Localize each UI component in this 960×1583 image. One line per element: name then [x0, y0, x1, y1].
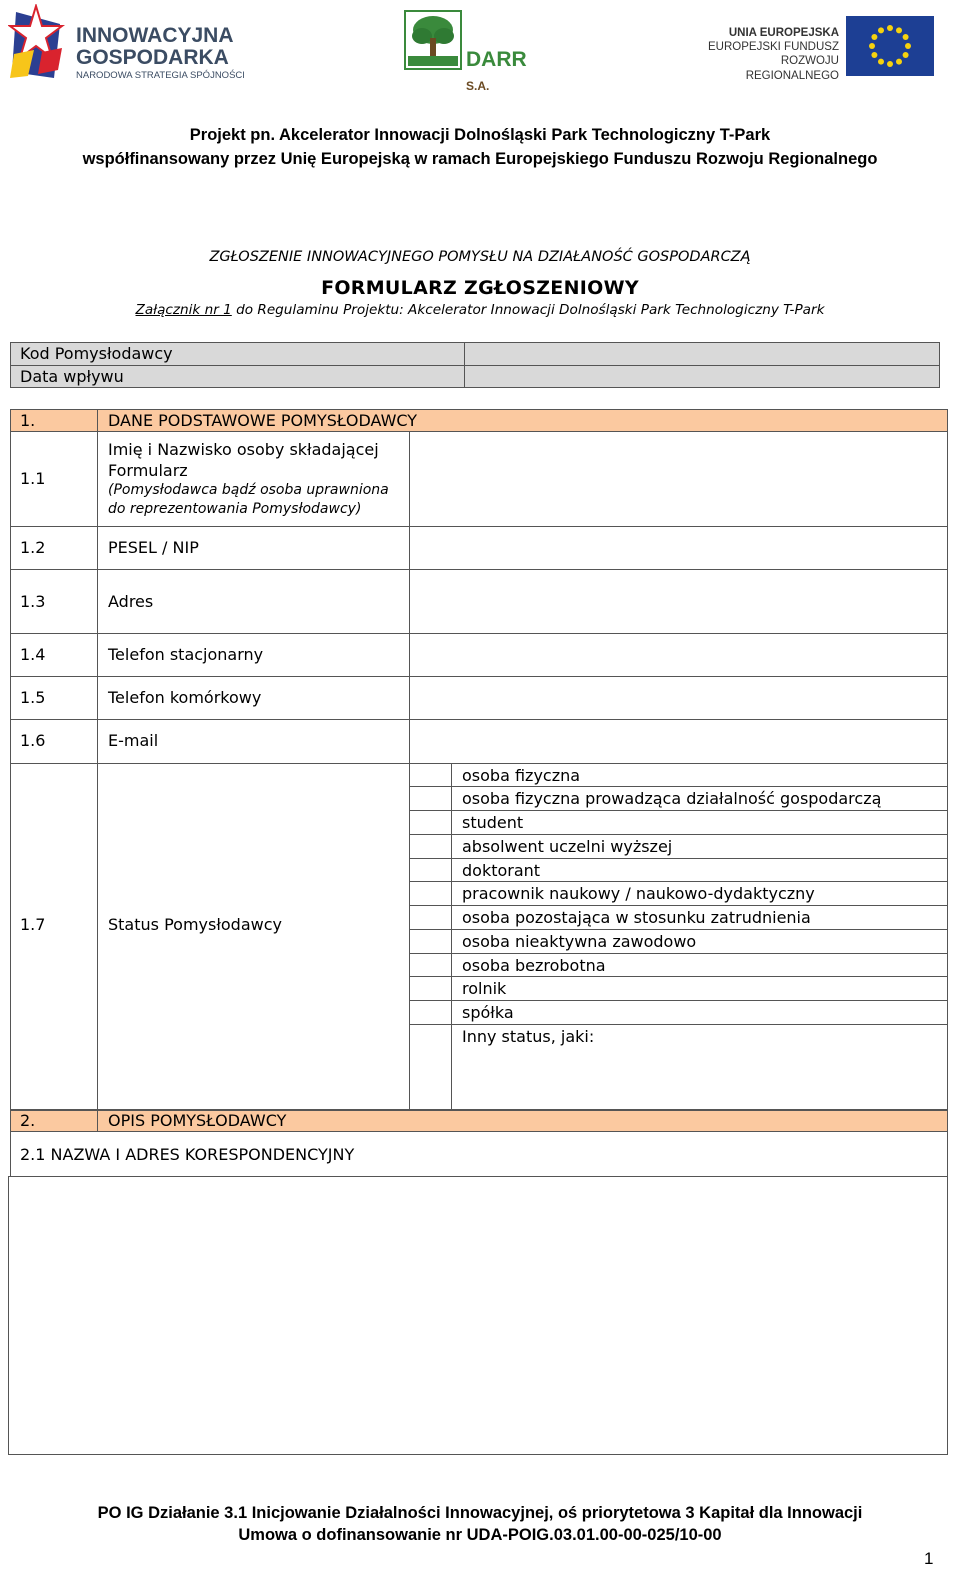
rule — [409, 881, 948, 882]
row-1-3-number: 1.3 — [20, 592, 46, 611]
rule — [409, 953, 948, 954]
status-checkbox-nieaktywna[interactable] — [410, 930, 451, 953]
row-1-5-number: 1.5 — [20, 688, 46, 707]
section2-title: OPIS POMYSŁODAWCY — [108, 1111, 287, 1130]
eu-flag-icon — [846, 16, 934, 76]
status-checkbox-spolka[interactable] — [410, 1001, 451, 1024]
ig-emblem-icon — [8, 4, 70, 84]
status-checkbox-pracownik-naukowy[interactable] — [410, 882, 451, 905]
row-1-6-label: E-mail — [108, 731, 159, 750]
rule — [409, 905, 948, 906]
rule — [409, 858, 948, 859]
section2-col-divider — [97, 1110, 98, 1132]
row-1-2-number: 1.2 — [20, 538, 46, 557]
form-italic-title: ZGŁOSZENIE INNOWACYJNEGO POMYSŁU NA DZIAŁANOŚĆ GOSPODARCZĄ — [209, 249, 751, 265]
ig-line3: NARODOWA STRATEGIA SPÓJNOŚCI — [76, 70, 245, 81]
page-number: 1 — [924, 1549, 934, 1568]
status-checkbox-osoba-fizyczna[interactable] — [410, 764, 451, 786]
row-1-4-label: Telefon stacjonarny — [108, 645, 264, 664]
status-option: doktorant — [462, 861, 541, 880]
project-line1: Projekt pn. Akcelerator Innowacji Dolnośląski Park Technologiczny T-Park — [189, 126, 771, 144]
office-col-divider — [464, 342, 465, 388]
rule — [409, 786, 948, 787]
footer-line1: PO IG Działanie 3.1 Inicjowanie Działalności Innowacyjnej, oś priorytetowa 3 Kapitał dla Innowacji — [97, 1504, 863, 1522]
innowacyjna-gospodarka-logo — [8, 4, 258, 84]
status-option: spółka — [462, 1003, 514, 1022]
rule — [10, 633, 948, 634]
status-checkbox-zatrudnienie[interactable] — [410, 906, 451, 929]
darr-suffix: S.A. — [466, 79, 490, 93]
darr-logo — [404, 10, 554, 93]
status-option-other: Inny status, jaki: — [462, 1027, 595, 1046]
status-option: student — [462, 813, 524, 832]
status-option: absolwent uczelni wyższej — [462, 837, 673, 856]
tree-icon — [404, 10, 462, 70]
row-1-1-number: 1.1 — [20, 469, 46, 488]
status-option: osoba bezrobotna — [462, 956, 606, 975]
row-1-1-label2: Formularz — [108, 461, 188, 480]
office-divider — [10, 365, 940, 366]
eu-logo — [686, 6, 946, 86]
row-1-4-number: 1.4 — [20, 645, 46, 664]
status-checkbox-doktorant[interactable] — [410, 859, 451, 881]
status-checkbox-rolnik[interactable] — [410, 977, 451, 1000]
status-checkbox-bezrobotna[interactable] — [410, 954, 451, 976]
status-option: osoba fizyczna — [462, 766, 581, 785]
rule — [10, 569, 948, 570]
ig-line2: GOSPODARKA — [76, 46, 229, 69]
status-checkbox-osoba-fizyczna-dg[interactable] — [410, 787, 451, 810]
status-option: osoba pozostająca w stosunku zatrudnienia — [462, 908, 811, 927]
section2-number: 2. — [20, 1111, 36, 1130]
rule — [409, 929, 948, 930]
row-1-1-note1: (Pomysłodawca bądź osoba uprawniona — [108, 482, 389, 498]
rule — [10, 676, 948, 677]
section1-number: 1. — [20, 411, 36, 430]
row-1-3-label: Adres — [108, 592, 154, 611]
status-option: pracownik naukowy / naukowo-dydaktyczny — [462, 884, 815, 903]
form-main-title: FORMULARZ ZGŁOSZENIOWY — [321, 277, 639, 299]
row-1-7-label: Status Pomysłodawcy — [108, 915, 282, 934]
data-wplywu-label: Data wpływu — [20, 367, 124, 386]
rule — [10, 526, 948, 527]
status-option: rolnik — [462, 979, 507, 998]
darr-name — [466, 48, 554, 96]
kod-label: Kod Pomysłodawcy — [20, 344, 173, 363]
status-checkbox-student[interactable] — [410, 811, 451, 834]
col-divider-num — [97, 410, 98, 1110]
rule — [409, 1000, 948, 1001]
rule — [409, 810, 948, 811]
status-checkbox-absolwent[interactable] — [410, 835, 451, 858]
rule — [409, 976, 948, 977]
status-checkbox-inny[interactable] — [410, 1025, 451, 1109]
rule — [10, 763, 948, 764]
attachment-link: Załącznik nr 1 — [135, 302, 232, 318]
subtitle-rest: do Regulaminu Projektu: Akcelerator Innowacji Dolnośląski Park Technologiczny T-Park — [231, 302, 825, 318]
ue-line1: UNIA EUROPEJSKA — [728, 27, 839, 39]
ig-line1: INNOWACYJNA — [76, 24, 234, 47]
form-subtitle — [0, 302, 960, 318]
rule — [409, 834, 948, 835]
status-option: osoba fizyczna prowadząca działalność gospodarczą — [462, 789, 882, 808]
section1-title: DANE PODSTAWOWE POMYSŁODAWCY — [108, 411, 418, 430]
ue-line3: ROZWOJU REGIONALNEGO — [745, 55, 839, 82]
rule — [10, 719, 948, 720]
footer-line2: Umowa o dofinansowanie nr UDA-POIG.03.01.00-00-025/10-00 — [238, 1526, 722, 1544]
section2-sub-label: 2.1 NAZWA I ADRES KORESPONDENCYJNY — [20, 1145, 355, 1164]
row-1-5-label: Telefon komórkowy — [108, 688, 262, 707]
status-option: osoba nieaktywna zawodowo — [462, 932, 697, 951]
project-line2: współfinansowany przez Unię Europejską w ramach Europejskiego Funduszu Rozwoju Regionalnego — [82, 150, 878, 168]
row-1-1-note2: do reprezentowania Pomysłodawcy) — [108, 501, 362, 517]
row-1-1-label1: Imię i Nazwisko osoby składającej — [108, 440, 379, 459]
checkbox-col-divider — [451, 763, 452, 1110]
row-1-6-number: 1.6 — [20, 731, 46, 750]
row-1-2-label: PESEL / NIP — [108, 538, 199, 557]
ue-line2: EUROPEJSKI FUNDUSZ — [708, 41, 839, 53]
darr-name-text: DARR — [466, 48, 527, 71]
row-1-7-number: 1.7 — [20, 915, 46, 934]
rule — [10, 431, 948, 432]
rule — [409, 1024, 948, 1025]
name-address-textarea[interactable] — [8, 1176, 948, 1455]
